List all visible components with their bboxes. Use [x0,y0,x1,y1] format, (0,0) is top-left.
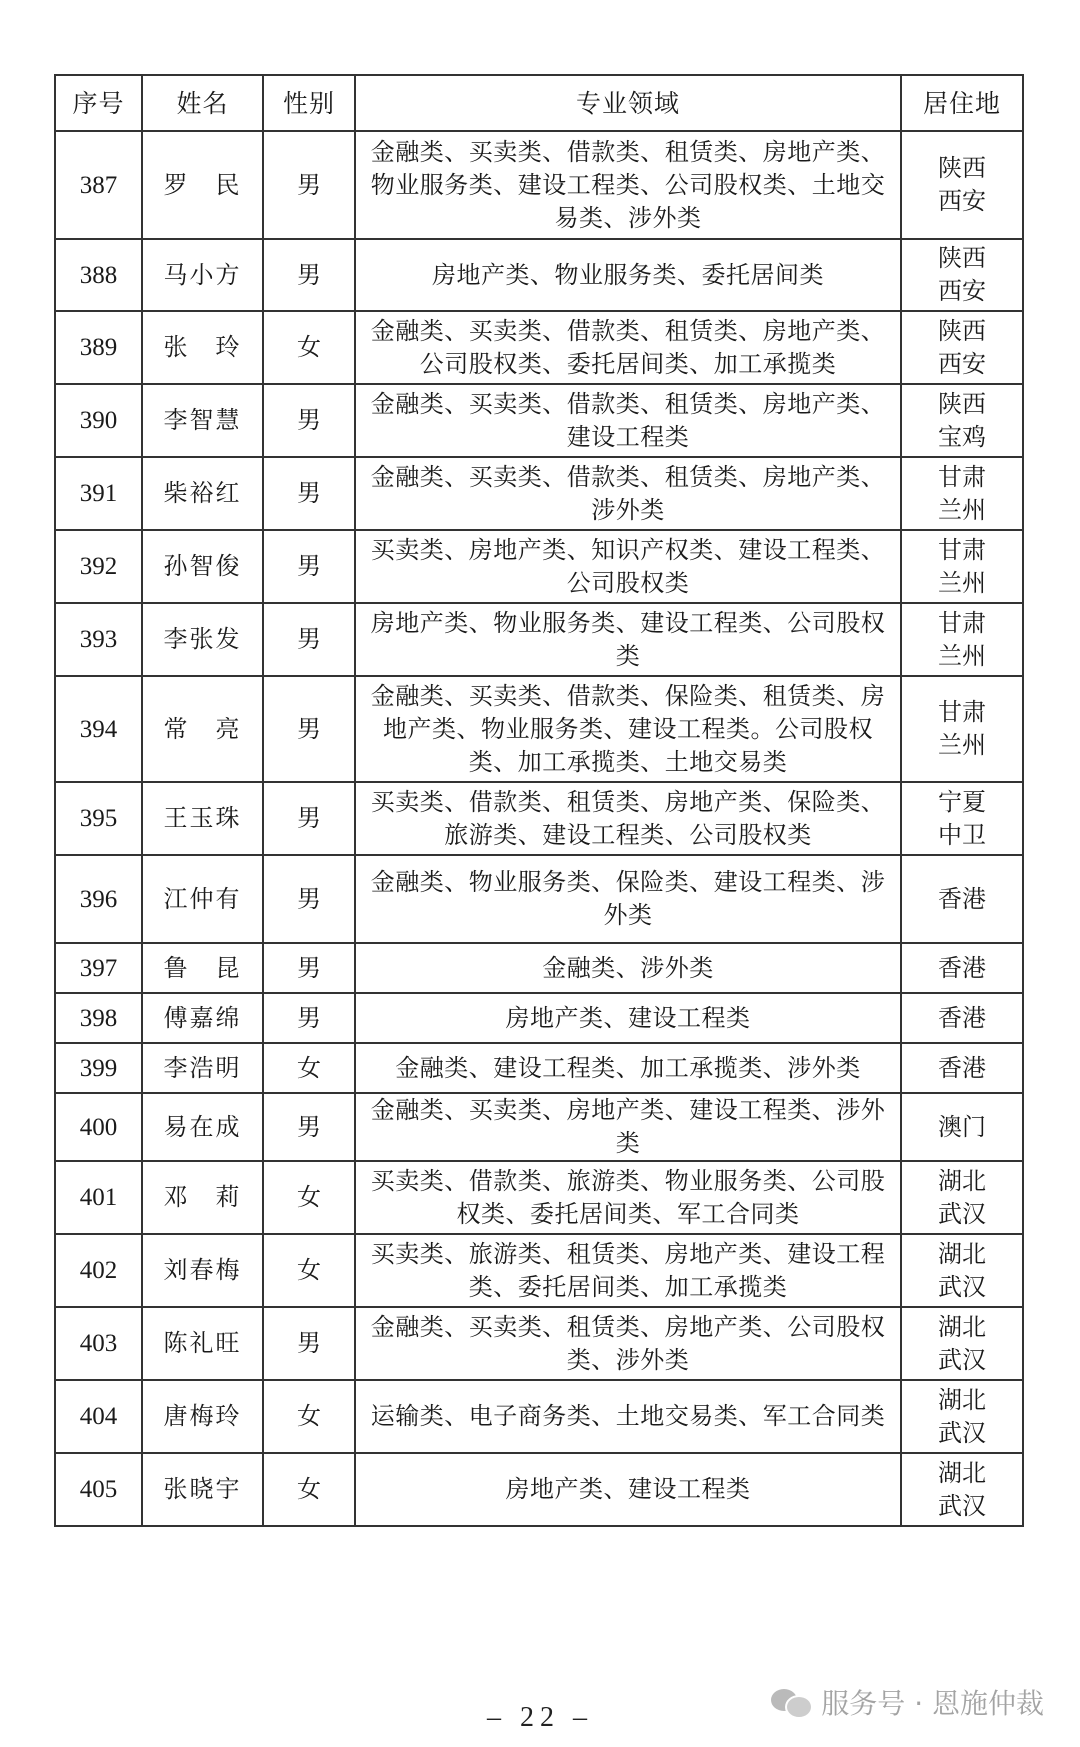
row-city [901,855,1023,943]
row-city [901,993,1023,1043]
row-number: 396 [55,855,142,943]
row-field: 买卖类、借款类、租赁类、房地产类、保险类、旅游类、建设工程类、公司股权类 [355,782,901,855]
row-field: 金融类、买卖类、借款类、租赁类、房地产类、建设工程类 [355,384,901,457]
row-field: 金融类、买卖类、借款类、保险类、租赁类、房地产类、物业服务类、建设工程类。公司股权类、加工承揽类、土地交易类 [355,676,901,782]
row-number: 398 [55,993,142,1043]
row-name: 王玉珠 [142,782,263,855]
row-city-line: 中卫 [938,820,986,849]
table-row [55,384,1023,457]
row-number: 403 [55,1307,142,1380]
row-name: 江仲有 [142,855,263,943]
row-number: 404 [55,1380,142,1453]
header-field: 专业领域 [355,75,901,131]
row-name: 鲁 昆 [142,943,263,993]
row-field: 房地产类、物业服务类、委托居间类 [355,239,901,311]
row-name: 刘春梅 [142,1234,263,1307]
row-gender: 女 [263,1043,355,1093]
row-gender: 女 [263,1453,355,1526]
row-city [901,1234,1023,1307]
row-city [901,239,1023,311]
table-row [55,1043,1023,1093]
row-name: 罗 民 [142,131,263,239]
row-name: 李张发 [142,603,263,676]
row-gender: 男 [263,855,355,943]
row-city-line: 陕西 [938,154,986,182]
row-city [901,1307,1023,1380]
row-name: 唐梅玲 [142,1380,263,1453]
row-city-line: 湖北 [938,1166,986,1195]
row-name: 陈礼旺 [142,1307,263,1380]
row-city-line: 武汉 [938,1491,986,1520]
row-number: 393 [55,603,142,676]
row-city-line: 武汉 [938,1199,986,1228]
table-body [55,131,1023,1526]
row-gender: 男 [263,782,355,855]
row-name: 常 亮 [142,676,263,782]
table-row [55,131,1023,239]
row-gender: 男 [263,457,355,530]
row-field: 金融类、建设工程类、加工承揽类、涉外类 [355,1043,901,1093]
watermark [771,1682,1044,1722]
header-name: 姓名 [142,75,263,131]
row-city [901,131,1023,239]
row-gender: 男 [263,530,355,603]
row-gender: 男 [263,384,355,457]
row-city-line: 宁夏 [938,787,986,816]
row-field: 房地产类、建设工程类 [355,993,901,1043]
row-field: 金融类、买卖类、租赁类、房地产类、公司股权类、涉外类 [355,1307,901,1380]
row-field: 买卖类、房地产类、知识产权类、建设工程类、公司股权类 [355,530,901,603]
row-city-line: 澳门 [938,1112,986,1141]
row-city-line: 武汉 [938,1418,986,1447]
row-city-line: 香港 [938,884,986,913]
row-city [901,1043,1023,1093]
row-name: 马小方 [142,239,263,311]
row-field: 金融类、买卖类、借款类、租赁类、房地产类、公司股权类、委托居间类、加工承揽类 [355,311,901,384]
header-gender: 性别 [263,75,355,131]
row-city [901,676,1023,782]
row-city-line: 兰州 [938,495,986,524]
row-city [901,530,1023,603]
row-city-line: 湖北 [938,1458,986,1487]
row-city-line: 香港 [938,1053,986,1082]
table-row [55,311,1023,384]
row-city-line: 兰州 [938,641,986,670]
row-name: 张 玲 [142,311,263,384]
row-gender: 男 [263,1093,355,1161]
row-field: 金融类、买卖类、借款类、租赁类、房地产类、涉外类 [355,457,901,530]
table-row [55,782,1023,855]
table-header-row [55,75,1023,131]
row-field: 金融类、涉外类 [355,943,901,993]
row-city-line: 湖北 [938,1385,986,1414]
row-gender: 男 [263,131,355,239]
row-city [901,1380,1023,1453]
row-field: 金融类、买卖类、借款类、租赁类、房地产类、物业服务类、建设工程类、公司股权类、土地交易类、涉外类 [355,131,901,239]
wechat-icon [771,1685,811,1719]
row-field: 买卖类、旅游类、租赁类、房地产类、建设工程类、委托居间类、加工承揽类 [355,1234,901,1307]
row-city-line: 宝鸡 [938,422,986,451]
row-gender: 女 [263,1380,355,1453]
row-city-line: 西安 [938,187,986,215]
row-number: 405 [55,1453,142,1526]
row-city-line: 陕西 [938,389,986,418]
row-name: 傅嘉绵 [142,993,263,1043]
row-field: 买卖类、借款类、旅游类、物业服务类、公司股权类、委托居间类、军工合同类 [355,1161,901,1234]
row-city-line: 陕西 [938,244,986,272]
row-number: 391 [55,457,142,530]
table-row [55,1453,1023,1526]
row-city-line: 武汉 [938,1272,986,1301]
header-city: 居住地 [901,75,1023,131]
arbitrator-table-container [54,74,1022,1527]
row-name: 易在成 [142,1093,263,1161]
row-field: 金融类、物业服务类、保险类、建设工程类、涉外类 [355,855,901,943]
row-city-line: 香港 [938,1003,986,1032]
table-row [55,855,1023,943]
row-city [901,603,1023,676]
table-row [55,457,1023,530]
row-number: 397 [55,943,142,993]
row-number: 387 [55,131,142,239]
row-number: 392 [55,530,142,603]
arbitrator-table [54,74,1024,1527]
row-city-line: 湖北 [938,1239,986,1268]
row-city-line: 甘肃 [938,462,986,491]
table-row [55,993,1023,1043]
row-city [901,1093,1023,1161]
row-name: 李浩明 [142,1043,263,1093]
row-gender: 男 [263,603,355,676]
row-number: 400 [55,1093,142,1161]
row-name: 孙智俊 [142,530,263,603]
row-number: 399 [55,1043,142,1093]
row-number: 394 [55,676,142,782]
row-city [901,782,1023,855]
row-city [901,1453,1023,1526]
row-city [901,1161,1023,1234]
row-number: 390 [55,384,142,457]
watermark-text: 服务号 · 恩施仲裁 [821,1687,1044,1720]
row-number: 388 [55,239,142,311]
row-name: 柴裕红 [142,457,263,530]
row-gender: 女 [263,1161,355,1234]
row-city-line: 香港 [938,953,986,982]
row-number: 395 [55,782,142,855]
row-city-line: 甘肃 [938,535,986,564]
row-gender: 男 [263,993,355,1043]
row-gender: 女 [263,311,355,384]
table-row [55,676,1023,782]
row-city [901,384,1023,457]
row-city [901,943,1023,993]
row-name: 邓 莉 [142,1161,263,1234]
row-field: 房地产类、建设工程类 [355,1453,901,1526]
header-no: 序号 [55,75,142,131]
row-gender: 男 [263,676,355,782]
row-number: 401 [55,1161,142,1234]
row-gender: 男 [263,239,355,311]
row-gender: 女 [263,1234,355,1307]
table-row [55,1307,1023,1380]
row-name: 张晓宇 [142,1453,263,1526]
page-number: – 22 – [487,1702,593,1733]
row-city [901,311,1023,384]
row-number: 389 [55,311,142,384]
row-city-line: 甘肃 [938,608,986,637]
row-gender: 男 [263,1307,355,1380]
row-city-line: 西安 [938,277,986,305]
row-field: 运输类、电子商务类、土地交易类、军工合同类 [355,1380,901,1453]
row-name: 李智慧 [142,384,263,457]
row-number: 402 [55,1234,142,1307]
table-row [55,530,1023,603]
row-city-line: 陕西 [938,316,986,345]
table-row [55,239,1023,311]
row-field: 金融类、买卖类、房地产类、建设工程类、涉外类 [355,1093,901,1161]
row-gender: 男 [263,943,355,993]
row-city-line: 兰州 [938,731,986,759]
row-field: 房地产类、物业服务类、建设工程类、公司股权类 [355,603,901,676]
table-row [55,943,1023,993]
table-row [55,603,1023,676]
row-city-line: 武汉 [938,1345,986,1374]
row-city-line: 湖北 [938,1312,986,1341]
row-city-line: 甘肃 [938,698,986,726]
row-city-line: 西安 [938,349,986,378]
row-city-line: 兰州 [938,568,986,597]
table-row [55,1161,1023,1234]
table-row [55,1380,1023,1453]
table-row [55,1093,1023,1161]
table-row [55,1234,1023,1307]
row-city [901,457,1023,530]
